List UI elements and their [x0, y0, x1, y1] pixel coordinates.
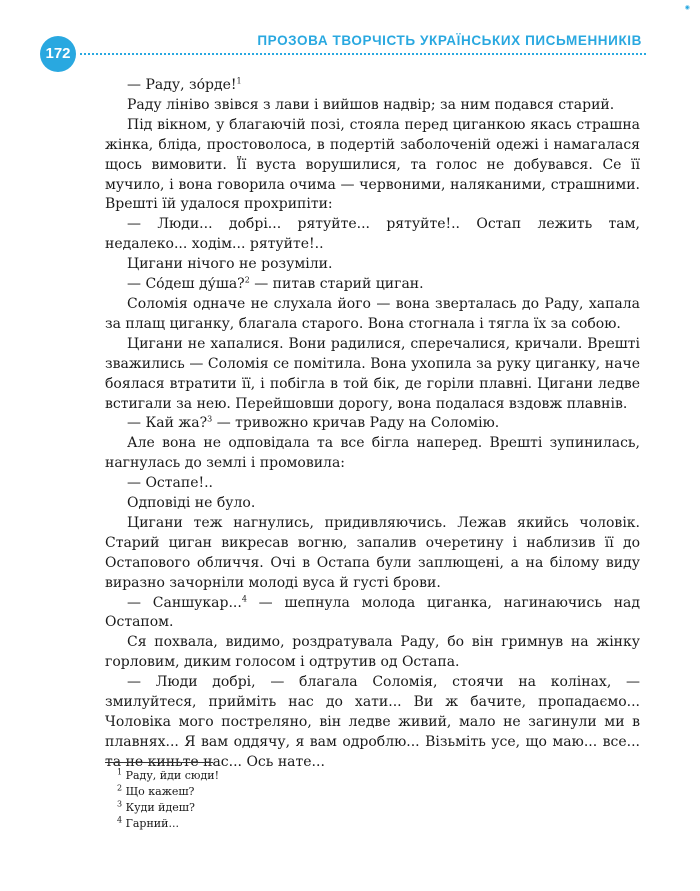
- header-dotted-rule: [80, 53, 646, 55]
- running-header-title: ПРОЗОВА ТВОРЧІСТЬ УКРАЇНСЬКИХ ПИСЬМЕННИКІВ: [257, 33, 642, 48]
- corner-logo-icon: ◉: [684, 5, 690, 11]
- body-text: [105, 76, 640, 773]
- footnote-divider: [105, 762, 213, 763]
- paragraph: Цигани теж нагнулись, придивляючись. Лежав якийсь чоловік. Старий циган викресав вогню, запалив очеретину і наблизив її до Остапового обличчя. Очі в Остапа були заплющені, а на білому виду виразно зачорніли молоді вуса й густі брови.: [105, 514, 640, 591]
- paragraph: Під вікном, у благаючій позі, стояла перед циганкою якась страшна жінка, бліда, простоволоса, в подертій заболоченій одежі і намагалася щось вимовити. Її вуста ворушилися, та голос не добувався. Се її мучило, і вона говорила очима — червоними, наляканими, страшними. Врешті їй удалося прохрипіти:: [105, 116, 640, 213]
- paragraph: Ся похвала, видимо, роздратувала Раду, бо він гримнув на жінку горловим, диким голосом і одтрутив од Остапа.: [105, 634, 640, 671]
- paragraph: Цигани нічого не розуміли.: [127, 256, 333, 273]
- paragraph: Але вона не одповідала та все бігла наперед. Врешті зупинилась, нагнулась до землі і промовила:: [105, 435, 640, 472]
- paragraph: — Саншукар...$^4$ — шепнула молода циганка, нагинаючись над Остапом.: [105, 593, 640, 631]
- footnotes: [105, 768, 405, 832]
- page-number-badge: 172: [40, 36, 76, 72]
- paragraph: Одповіді не було.: [127, 495, 256, 512]
- footnote: $^3$ Куди йдеш?: [117, 799, 195, 814]
- paragraph: Цигани не хапалися. Вони радилися, сперечалися, кричали. Врешті зважились — Соломія се помітила. Вона ухопила за руку циганку, наче боялася втратити її, і побігла в той бік, де горіли плавні. Цигани ледве встигали за нею. Перейшовши дорогу, вона подалася вздовж плавнів.: [105, 335, 640, 412]
- footnote: $^1$ Раду, йди сюди!: [117, 767, 219, 782]
- footnote: $^2$ Що кажеш?: [117, 783, 195, 798]
- paragraph: — Кай жа?$^3$ — тривожно кричав Раду на Соломію.: [127, 414, 500, 432]
- paragraph: — Люди... добрі... рятуйте... рятуйте!.. Остап лежить там, недалеко... ходім... рятуйте!..: [105, 216, 640, 253]
- paragraph: — Люди добрі, — благала Соломія, стоячи на колінах, — змилуйтеся, прийміть нас до хати... Ви ж бачите, пропадаємо... Чоловіка мого постреляно, він ледве живий, мало не загинули ми в плавнях... Я вам оддячу, я вам одроблю... Візьміть усе, що маю... все... та не киньте нас... Ось нате...: [105, 674, 640, 770]
- paragraph: Раду лінiво звівся з лави і вийшов надвір; за ним подався старий.: [127, 96, 615, 113]
- paragraph: — Со́деш ду́ша?$^2$ — питав старий циган.: [127, 275, 424, 293]
- footnote: $^4$ Гарний...: [117, 815, 179, 830]
- paragraph: Соломія одначе не слухала його — вона зверталась до Раду, хапала за плащ циганку, благала старого. Вона стогнала і тягла їх за собою.: [105, 295, 640, 332]
- paragraph: — Остапе!..: [127, 475, 214, 492]
- paragraph: — Раду, зо́рде!$^1$: [127, 76, 242, 93]
